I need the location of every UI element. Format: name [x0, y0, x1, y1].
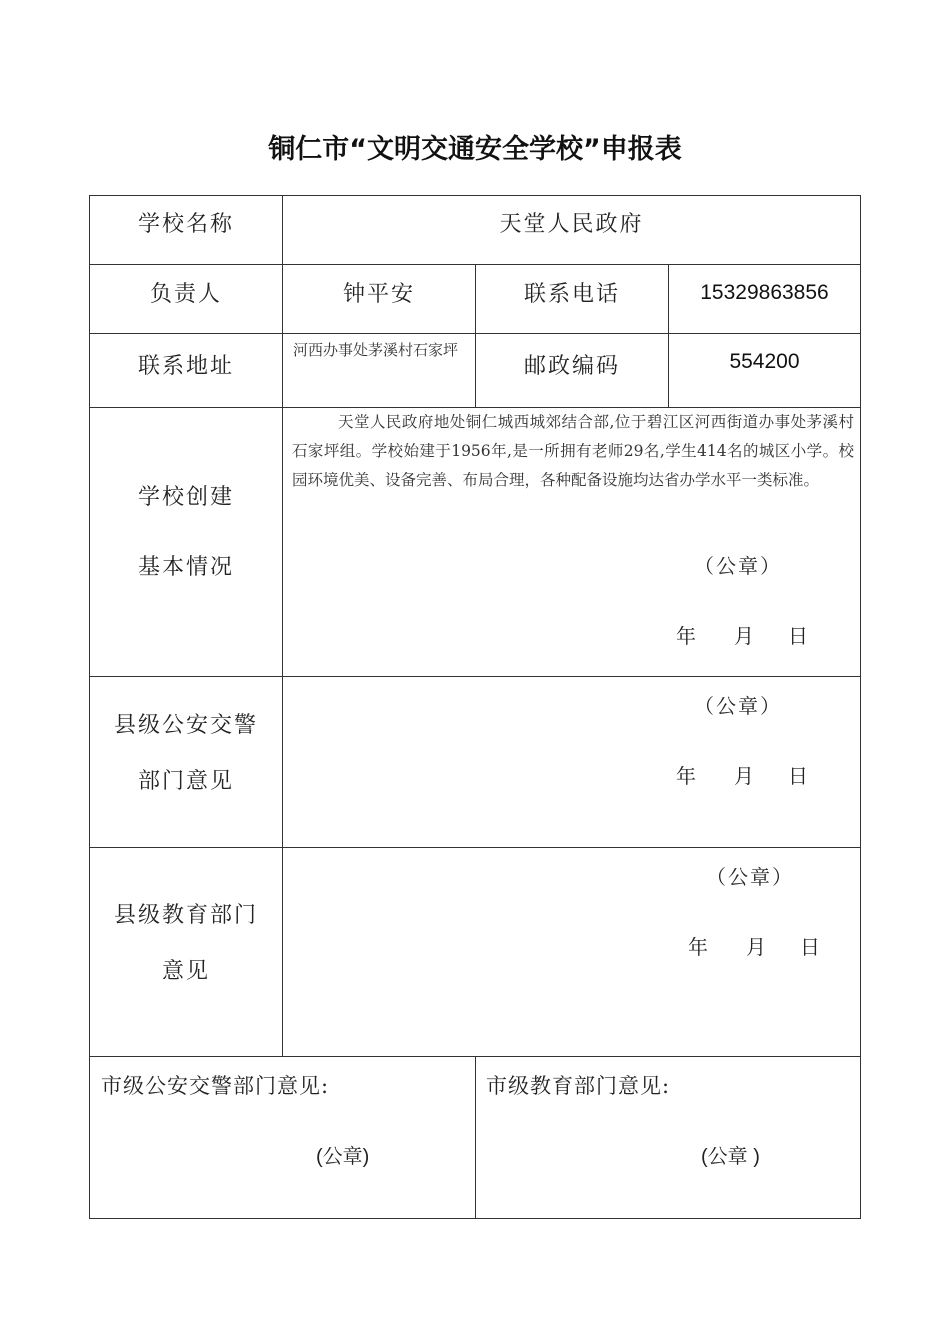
date-year: 年 [676, 624, 696, 648]
table-rule [89, 676, 861, 677]
table-rule [282, 195, 283, 1057]
date-day: 日 [788, 624, 808, 648]
school-name-value: 天堂人民政府 [499, 212, 644, 237]
city-education-stamp: (公章 ) [701, 1146, 760, 1168]
county-education-label-line1: 县级教育部门 [113, 903, 258, 928]
postcode-value: 554200 [729, 350, 800, 373]
county-education-stamp: （公章） [706, 865, 794, 889]
leader-value: 钟平安 [342, 282, 415, 307]
county-education-date [688, 931, 820, 960]
basic-info-label-line1: 学校创建 [137, 485, 234, 510]
table-border-right [860, 195, 861, 1219]
date-month: 月 [734, 764, 754, 788]
page-title: 铜仁市“文明交通安全学校”申报表 [268, 134, 682, 165]
city-police-stamp: (公章) [316, 1146, 370, 1168]
phone-label: 联系电话 [523, 282, 620, 307]
county-police-stamp: （公章） [694, 694, 782, 718]
phone-value: 15329863856 [700, 280, 829, 304]
address-value: 河西办事处茅溪村石家坪 [293, 341, 459, 359]
table-rule [89, 847, 861, 848]
basic-info-stamp: （公章） [694, 554, 782, 578]
school-name-label: 学校名称 [137, 212, 234, 237]
date-year: 年 [676, 764, 696, 788]
city-education-label: 市级教育部门意见: [486, 1074, 671, 1098]
date-day: 日 [800, 935, 820, 959]
leader-label: 负责人 [149, 282, 222, 307]
basic-info-label-line2: 基本情况 [137, 555, 234, 580]
county-education-label-line2: 意见 [161, 959, 210, 984]
table-rule [475, 1056, 476, 1219]
county-police-label-line2: 部门意见 [137, 769, 234, 794]
address-label: 联系地址 [137, 353, 234, 379]
postcode-label: 邮政编码 [523, 353, 620, 379]
basic-info-text: 天堂人民政府地处铜仁城西城郊结合部,位于碧江区河西街道办事处茅溪村石家坪组。学校始建于1956年,是一所拥有老师29名,学生414名的城区小学。校园环境优美、设备完善、布局合理，各种配备设施均达省办学水平一类标准。 [292, 413, 854, 489]
date-month: 月 [746, 935, 766, 959]
county-police-date [676, 760, 808, 789]
city-police-label: 市级公安交警部门意见: [101, 1074, 330, 1098]
date-month: 月 [734, 624, 754, 648]
date-year: 年 [688, 935, 708, 959]
county-police-label-line1: 县级公安交警 [113, 713, 258, 738]
basic-info-date [676, 620, 808, 649]
date-day: 日 [788, 764, 808, 788]
